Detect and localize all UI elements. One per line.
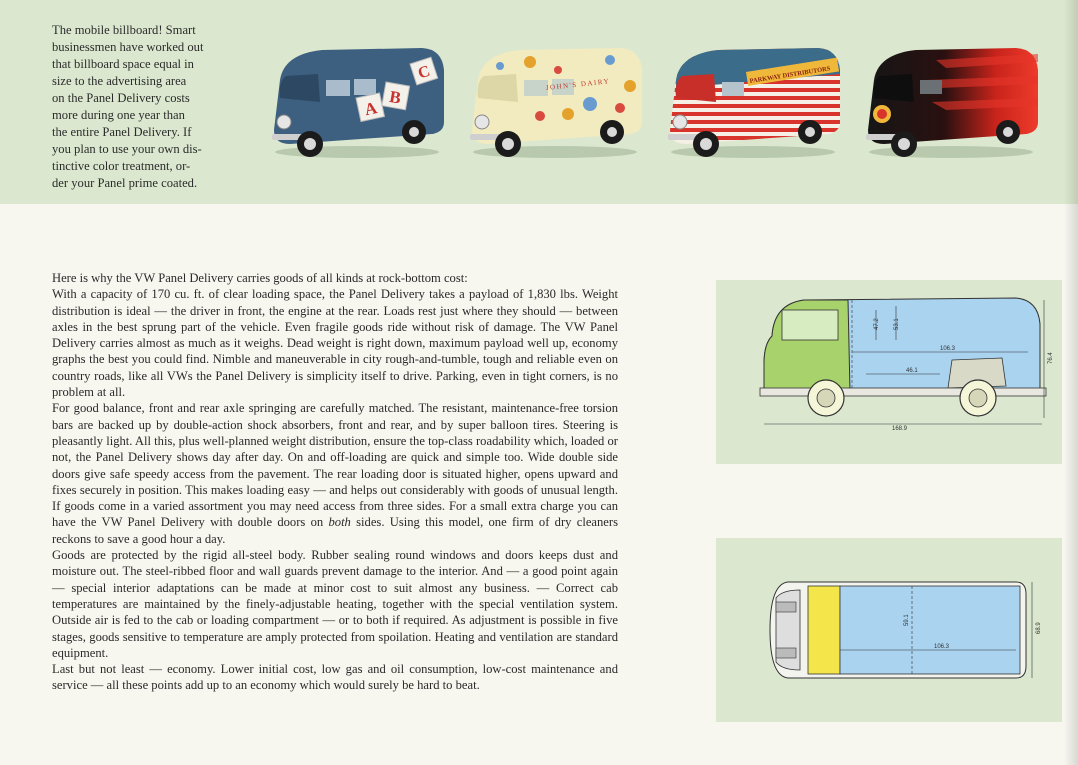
body-paragraph-1: With a capacity of 170 cu. ft. of clear loading space, the Panel Delivery takes a payload of 1,830 lbs. Weight distribution is ideal — the driver in front, the engine at the rear. Loads rest just where they should — between axles in the best sprung part of the vehicle. Even fragile goods ride without risk of damage. The VW Panel Delivery carries almost as much as it weighs. Dead weight is right down, maximum payload well up, economy graphs the best you could find. Nimble and maneuverable in city rough-and-tumble, tough and reliable even on country roads, like all VWs the Panel Delivery is simplicity itself to drive. Parking, even in tight corners, is no problem at all. [52,287,618,400]
body-text [52,270,618,694]
dim-106-3: 106.3 [940,346,956,352]
side-view-diagram-panel [716,280,1062,464]
dairy-polka-dot-van-illustration [460,40,646,164]
intro-line: businessmen have worked out [52,40,204,54]
body-intro: Here is why the VW Panel Delivery carries goods of all kinds at rock-bottom cost: [52,271,468,285]
body-paragraph-2 [52,400,618,547]
intro-line: the entire Panel Delivery. If [52,125,192,139]
body-paragraph-2-text: For good balance, front and rear axle springing are carefully matched. The resistant, maintenance-free torsion bars are backed up by double-action shock absorbers, front and rear, and by super balloon tires. Steering is pleasantly light. All this, plus well-planned weight distribution, ensure the top-class roadability which, loaded or not, the Panel Delivery shows day after day. On and off-loading are quick and simple too. Wide double side doors give safe speedy access from the pavement. The rear loading door is situated higher, opens upward and fixes securely in position. This makes loading easy — and helps out considerably with goods of unusual length. If goods come in a varied assortment you may need access from three sides. For a small extra charge you can have the VW Panel Delivery with double doors on [52,401,618,530]
intro-text [52,22,230,192]
dairy-lettering: JOHN'S DAIRY [545,77,611,92]
intro-line: you plan to use your own dis- [52,142,202,156]
top-view-diagram-panel [716,538,1062,722]
side-view-diagram [716,280,1062,464]
block-letter-b: B [387,86,403,108]
body-paragraph-2-end: sides. Using this model, one firm of dry cleaners reckons to save a good hour a day. [52,515,618,546]
dim-168-9: 168.9 [892,426,908,432]
dim-106-3-top: 106.3 [934,644,950,650]
red-striped-van-illustration [658,40,844,164]
intro-line: tinctive color treatment, or- [52,159,191,173]
dim-46-1: 46.1 [906,368,918,374]
body-paragraph-3: Goods are protected by the rigid all-steel body. Rubber sealing round windows and doors keeps dust and moisture out. The steel-ribbed floor and wall guards prevent damage to the interior. And — a good point again — special interior adaptations can be made at minor cost to suit almost any business. — Correct cab temperatures are maintained by the finely-adjustable heating, together with the special ventilation system. Outside air is fed to the cab or loading compartment — or to both if required. As adjustment is possible in five stages, goods sensitive to temperature are amply protected from spoilation. Heating and ventilation are standard equipment. [52,548,618,660]
dim-47-2: 47.2 [874,318,880,330]
parkway-lettering: PARKWAY DISTRIBUTORS [749,65,831,85]
body-paragraph-4: Last but not least — economy. Lower initial cost, low gas and oil consumption, low-cost maintenance and service — all these points add up to an economy which would surely be hard to beat. [52,662,618,693]
blue-abc-van-illustration [262,40,448,164]
intro-line: that billboard space equal in [52,57,194,71]
intro-line: on the Panel Delivery costs [52,91,190,105]
block-letter-c: C [415,62,433,83]
dim-59-1: 59.1 [904,614,910,626]
intro-line: The mobile billboard! Smart [52,23,196,37]
dim-53-1: 53.1 [894,318,900,330]
block-letter-a: A [362,98,379,120]
dim-76-4: 76.4 [1048,352,1054,364]
intro-line: der your Panel prime coated. [52,176,198,190]
page-edge-shadow [1064,0,1078,765]
intro-line: size to the advertising area [52,74,187,88]
body-paragraph-2-emphasis: both [328,515,351,530]
dim-68-9: 68.9 [1036,622,1042,634]
top-view-diagram [716,538,1062,722]
intro-line: more during one year than [52,108,185,122]
black-flame-van-illustration [856,40,1042,164]
